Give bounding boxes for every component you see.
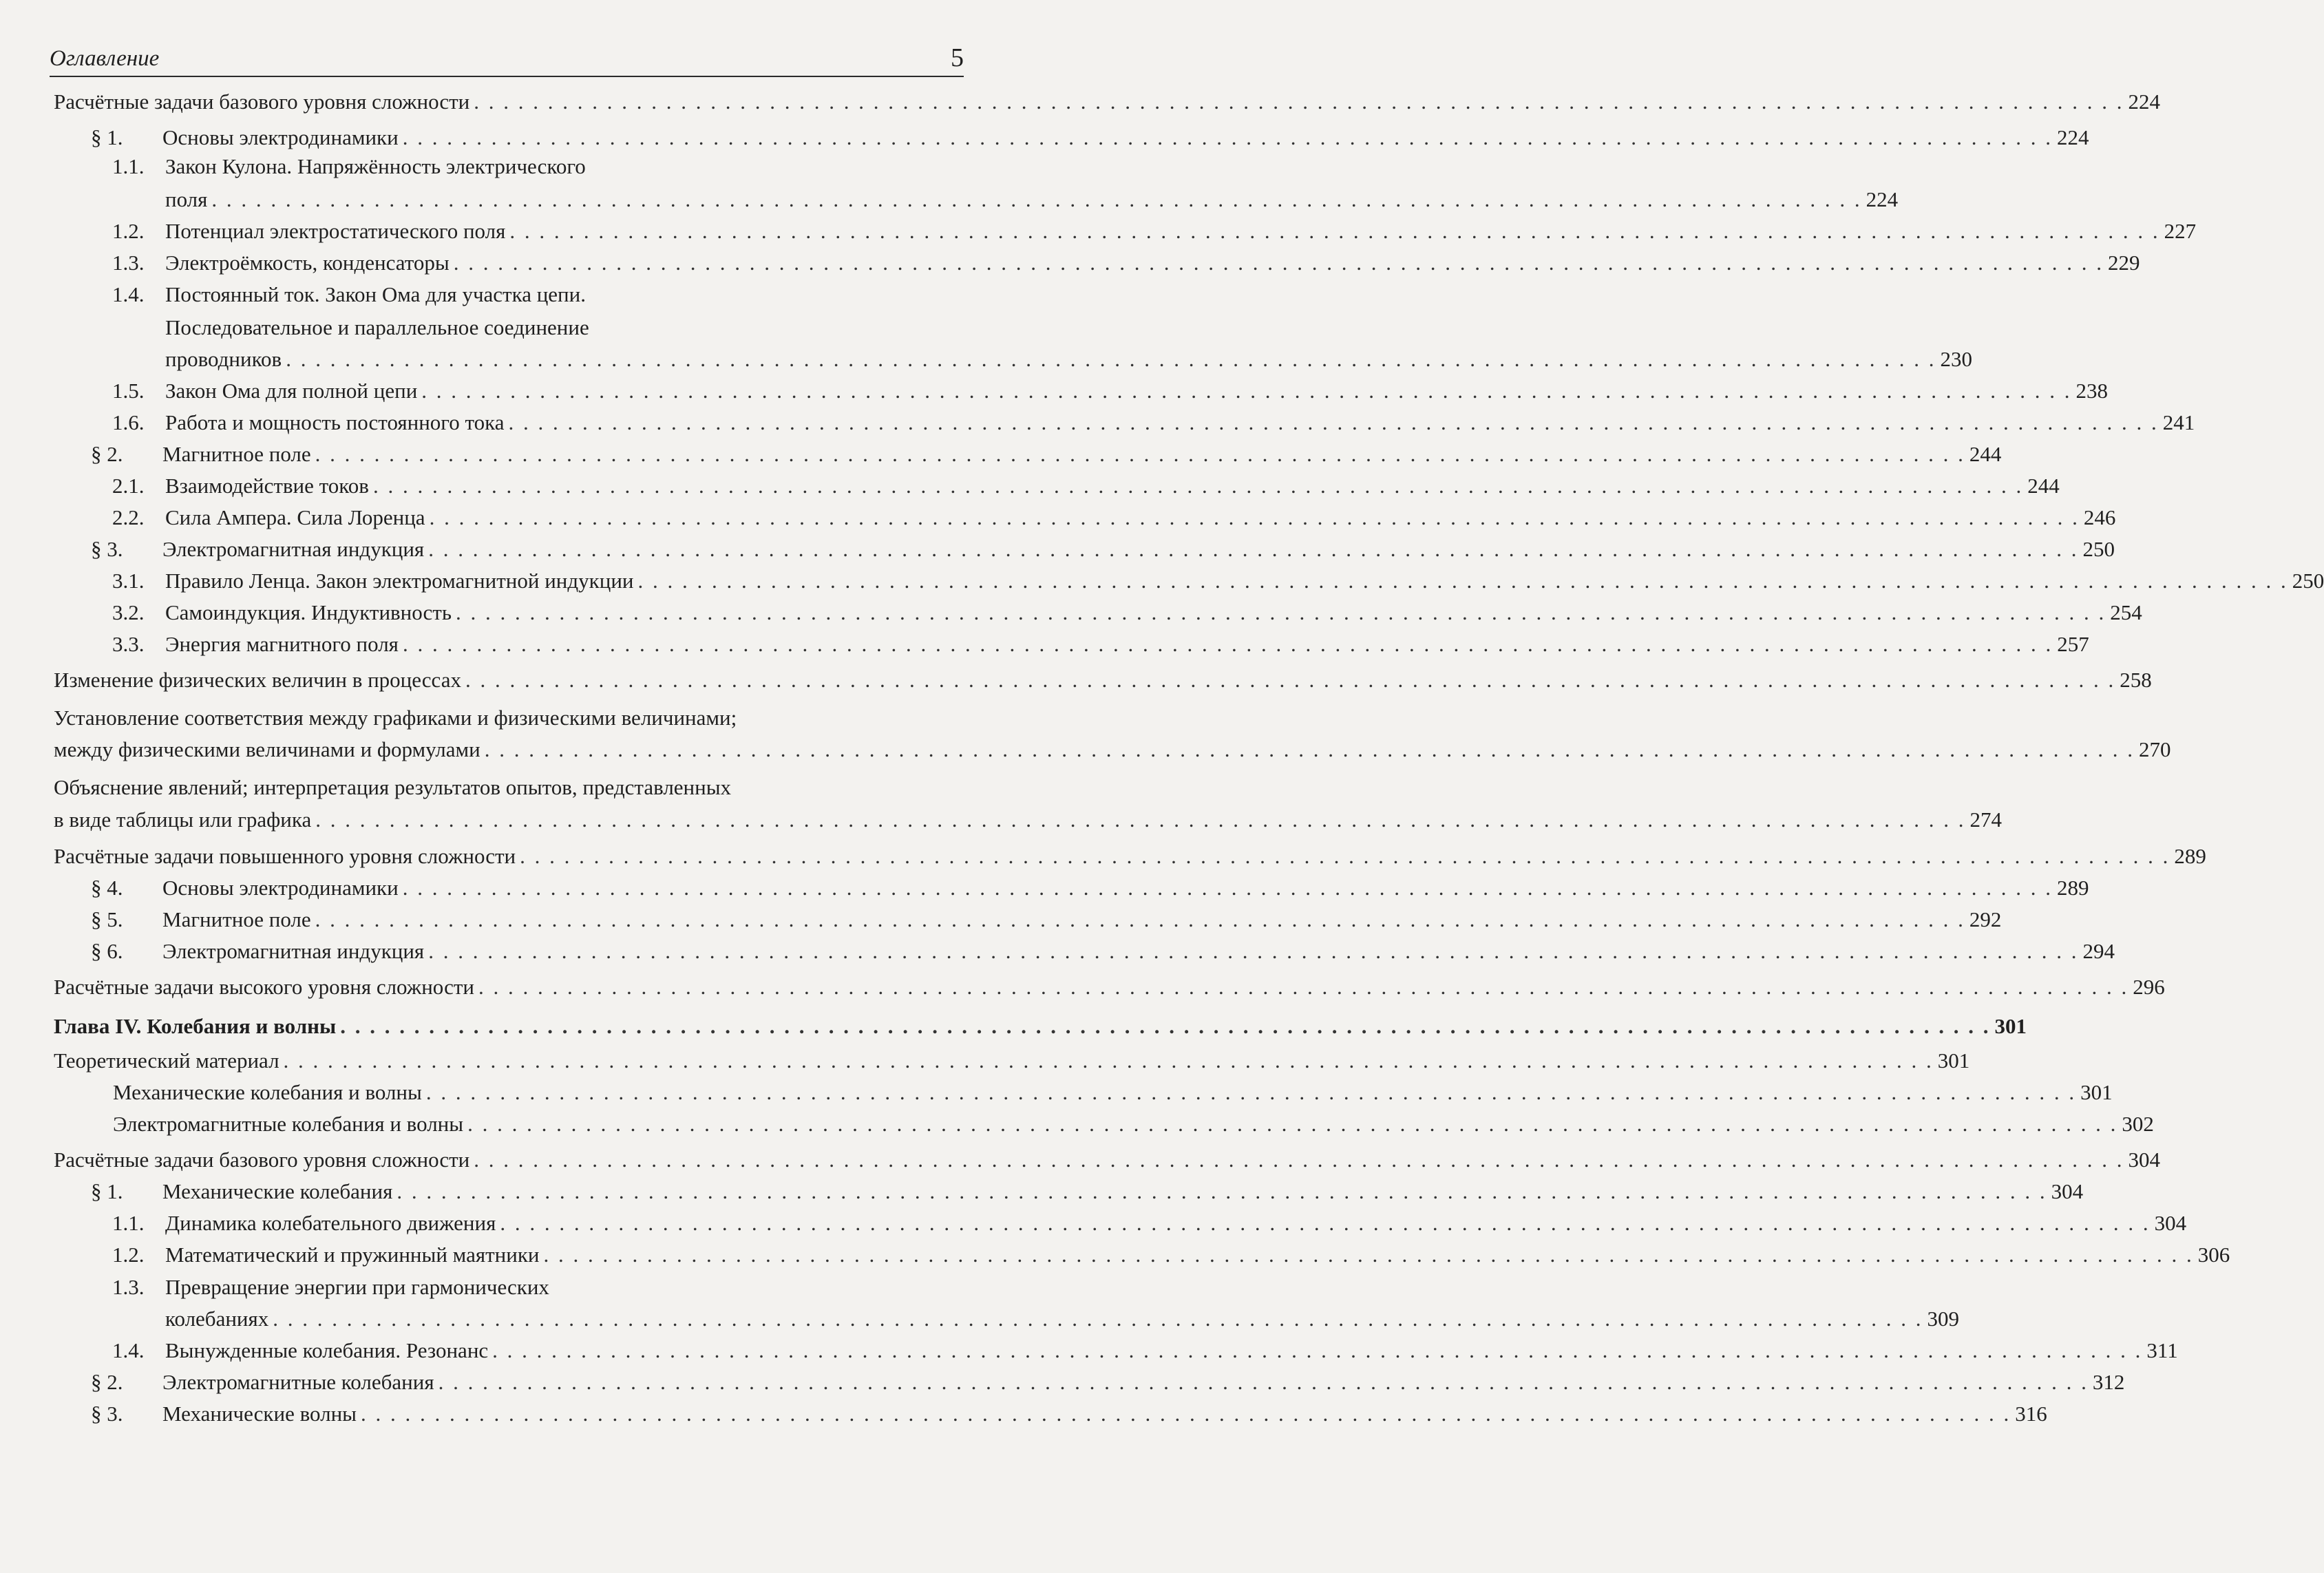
toc-entry [54, 1369, 2125, 1396]
toc-entry-page: 250 [2082, 537, 2115, 561]
dot-leader: . . . . . . . . . . . . . . . . . . . . . . . . . . . . . . . . . . . . . . . . . . . . . . . . . . . . . . . . . . . . . . . . . . . . . . . . . . . . . . . . . . . . . . . . . . . . . . . . . . . . . . . . . . . . . . . . [465, 668, 2116, 692]
toc-entry-title: Расчётные задачи базового уровня сложности [54, 1148, 470, 1172]
toc-entry-page: 316 [2015, 1402, 2047, 1426]
toc-entry [54, 906, 2002, 933]
toc-entry [54, 631, 2089, 658]
toc-entry [54, 153, 966, 180]
toc-entry-title: Изменение физических величин в процессах [54, 668, 461, 692]
toc-entry-page: 309 [1927, 1307, 1960, 1331]
dot-leader: . . . . . . . . . . . . . . . . . . . . . . . . . . . . . . . . . . . . . . . . . . . . . . . . . . . . . . . . . . . . . . . . . . . . . . . . . . . . . . . . . . . . . . . . . . . . . . . . . . . . . . . . . . . . . . . . [425, 1080, 2077, 1104]
toc-entry-title: Закон Ома для полной цепи [165, 379, 418, 403]
toc-entry-number: § 2. [91, 1370, 123, 1394]
dot-leader: . . . . . . . . . . . . . . . . . . . . . . . . . . . . . . . . . . . . . . . . . . . . . . . . . . . . . . . . . . . . . . . . . . . . . . . . . . . . . . . . . . . . . . . . . . . . . . . . . . . . . . . . . . . . . . . . [402, 125, 2053, 149]
toc-entry-title: Правило Ленца. Закон электромагнитной индукции [165, 569, 634, 593]
dot-leader: . . . . . . . . . . . . . . . . . . . . . . . . . . . . . . . . . . . . . . . . . . . . . . . . . . . . . . . . . . . . . . . . . . . . . . . . . . . . . . . . . . . . . . . . . . . . . . . . . . . . . . . . . . . . . . . . [428, 939, 2079, 963]
toc-entry [54, 409, 2195, 436]
dot-leader: . . . . . . . . . . . . . . . . . . . . . . . . . . . . . . . . . . . . . . . . . . . . . . . . . . . . . . . . . . . . . . . . . . . . . . . . . . . . . . . . . . . . . . . . . . . . . . . . . . . . . . . . . . . . . . . . [520, 844, 2170, 868]
toc-entry [54, 599, 2142, 626]
toc-entry [54, 938, 2115, 965]
toc-entry-number: 1.3. [112, 251, 145, 275]
toc-entry-page: 227 [2164, 219, 2197, 243]
toc-entry-title: Расчётные задачи повышенного уровня сложности [54, 844, 516, 868]
toc-entry-number: 3.2. [112, 600, 145, 624]
dot-leader: . . . . . . . . . . . . . . . . . . . . . . . . . . . . . . . . . . . . . . . . . . . . . . . . . . . . . . . . . . . . . . . . . . . . . . . . . . . . . . . . . . . . . . . . . . . . . . . . . . . . . . . . . . . . . . . . [402, 632, 2053, 656]
toc-entry-page: 258 [2120, 668, 2152, 692]
toc-entry-page: 229 [2107, 251, 2140, 275]
toc-entry [54, 377, 2109, 405]
toc-entry-title: Теоретический материал [54, 1048, 279, 1073]
toc-entry-continuation [54, 806, 2002, 834]
toc-entry [54, 441, 2002, 468]
dot-leader: . . . . . . . . . . . . . . . . . . . . . . . . . . . . . . . . . . . . . . . . . . . . . . . . . . . . . . . . . . . . . . . . . . . . . . . . . . . . . . . . . . . . . . . . . . . . . . . . . . . . . . . . . . . . . . . . [500, 1211, 2151, 1235]
toc-entry [54, 504, 2116, 531]
dot-leader: . . . . . . . . . . . . . . . . . . . . . . . . . . . . . . . . . . . . . . . . . . . . . . . . . . . . . . . . . . . . . . . . . . . . . . . . . . . . . . . . . . . . . . . . . . . . . . . . . . . . . . . . . . . . . . . . [283, 1048, 1934, 1073]
toc-entry [54, 1178, 2084, 1205]
toc-entry-page: 304 [2051, 1179, 2084, 1203]
toc-entry-page: 294 [2082, 939, 2115, 963]
dot-leader: . . . . . . . . . . . . . . . . . . . . . . . . . . . . . . . . . . . . . . . . . . . . . . . . . . . . . . . . . . . . . . . . . . . . . . . . . . . . . . . . . . . . . . . . . . . . . . . . . . . . . . . . . . . . . . . . [492, 1338, 2143, 1362]
dot-leader: . . . . . . . . . . . . . . . . . . . . . . . . . . . . . . . . . . . . . . . . . . . . . . . . . . . . . . . . . . . . . . . . . . . . . . . . . . . . . . . . . . . . . . . . . . . . . . . . . . . . . . . . . . . . . . . . [456, 600, 2106, 624]
toc-entry-page: 254 [2110, 600, 2142, 624]
dot-leader: . . . . . . . . . . . . . . . . . . . . . . . . . . . . . . . . . . . . . . . . . . . . . . . . . . . . . . . . . . . . . . . . . . . . . . . . . . . . . . . . . . . . . . . . . . . . . . . . . . . . . . . . . . . . . . . . [397, 1179, 2047, 1203]
toc-entry-number: § 6. [91, 939, 123, 963]
toc-entry-number: 1.4. [112, 282, 145, 306]
toc-entry [54, 704, 966, 732]
toc-entry-page: 312 [2092, 1370, 2125, 1394]
toc-entry-continuation [54, 736, 2171, 763]
toc-entry-title: Электромагнитная индукция [162, 537, 425, 561]
toc-entry-page: 244 [1969, 442, 2002, 466]
toc-entry-title: Сила Ампера. Сила Лоренца [165, 505, 425, 529]
toc-entry [54, 124, 2089, 151]
toc-entry-title: Механические колебания и волны [113, 1080, 422, 1104]
toc-entry-number: 1.6. [112, 410, 145, 434]
toc-entry-number: § 3. [91, 1402, 123, 1426]
toc-entry-continuation [54, 346, 1972, 373]
toc-entry [54, 1110, 2154, 1138]
toc-entry-title: Последовательное и параллельное соединение [165, 315, 589, 339]
dot-leader: . . . . . . . . . . . . . . . . . . . . . . . . . . . . . . . . . . . . . . . . . . . . . . . . . . . . . . . . . . . . . . . . . . . . . . . . . . . . . . . . . . . . . . . . . . . . . . . . . . . . . . . . . . . . . . . . [315, 807, 1966, 832]
toc-entry [54, 666, 2152, 694]
toc-entry-page: 224 [2128, 89, 2161, 114]
dot-leader: . . . . . . . . . . . . . . . . . . . . . . . . . . . . . . . . . . . . . . . . . . . . . . . . . . . . . . . . . . . . . . . . . . . . . . . . . . . . . . . . . . . . . . . . . . . . . . . . . . . . . . . . . . . . . . . . [508, 410, 2159, 434]
toc-entry-title: Закон Кулона. Напряжённость электрического [165, 154, 586, 178]
toc-entry-page: 270 [2138, 737, 2171, 761]
toc-entry-page: 292 [1969, 907, 2002, 931]
toc-entry-page: 304 [2154, 1211, 2187, 1235]
toc-entry-title: Взаимодействие токов [165, 474, 369, 498]
toc-entry-title: проводников [165, 347, 282, 371]
toc-entry [54, 1013, 2027, 1040]
toc-entry-title: Энергия магнитного поля [165, 632, 399, 656]
dot-leader: . . . . . . . . . . . . . . . . . . . . . . . . . . . . . . . . . . . . . . . . . . . . . . . . . . . . . . . . . . . . . . . . . . . . . . . . . . . . . . . . . . . . . . . . . . . . . . . . . . . . . . . . . . . . . . . . [467, 1112, 2118, 1136]
dot-leader: . . . . . . . . . . . . . . . . . . . . . . . . . . . . . . . . . . . . . . . . . . . . . . . . . . . . . . . . . . . . . . . . . . . . . . . . . . . . . . . . . . . . . . . . . . . . . . . . . . . . . . . . . . . . . . . . [509, 219, 2160, 243]
toc-entry-title: Основы электродинамики [162, 125, 399, 149]
toc-entry-number: 2.1. [112, 474, 145, 498]
toc-entry-number: 3.3. [112, 632, 145, 656]
toc-entry-title: Объяснение явлений; интерпретация результатов опытов, представленных [54, 775, 732, 799]
toc-entry-continuation [54, 1305, 1960, 1333]
dot-leader: . . . . . . . . . . . . . . . . . . . . . . . . . . . . . . . . . . . . . . . . . . . . . . . . . . . . . . . . . . . . . . . . . . . . . . . . . . . . . . . . . . . . . . . . . . . . . . . . . . . . . . . . . . . . . . . . [211, 187, 1862, 211]
toc-entry [54, 218, 2197, 245]
toc-entry-page: 296 [2133, 975, 2165, 999]
page-number: 5 [951, 43, 964, 72]
toc-entry-number: 2.2. [112, 505, 145, 529]
toc-entry-page: 224 [1866, 187, 1899, 211]
dot-leader: . . . . . . . . . . . . . . . . . . . . . . . . . . . . . . . . . . . . . . . . . . . . . . . . . . . . . . . . . . . . . . . . . . . . . . . . . . . . . . . . . . . . . . . . . . . . . . . . . . . . . . . . . . . . . . . . [428, 537, 2079, 561]
toc-entry-continuation [54, 186, 1899, 213]
toc-entry [54, 1210, 2187, 1237]
toc-entry-page: 289 [2174, 844, 2206, 868]
toc-entry-title: Электромагнитные колебания [162, 1370, 434, 1394]
dot-leader: . . . . . . . . . . . . . . . . . . . . . . . . . . . . . . . . . . . . . . . . . . . . . . . . . . . . . . . . . . . . . . . . . . . . . . . . . . . . . . . . . . . . . . . . . . . . . . . . . . . . . . . . . . . . . . . . [478, 975, 2129, 999]
toc-entry-page: 301 [1994, 1014, 2027, 1038]
dot-leader: . . . . . . . . . . . . . . . . . . . . . . . . . . . . . . . . . . . . . . . . . . . . . . . . . . . . . . . . . . . . . . . . . . . . . . . . . . . . . . . . . . . . . . . . . . . . . . . . . . . . . . . . . . . . . . . . [286, 347, 1936, 371]
dot-leader: . . . . . . . . . . . . . . . . . . . . . . . . . . . . . . . . . . . . . . . . . . . . . . . . . . . . . . . . . . . . . . . . . . . . . . . . . . . . . . . . . . . . . . . . . . . . . . . . . . . . . . . . . . . . . . . . [637, 569, 2288, 593]
dot-leader: . . . . . . . . . . . . . . . . . . . . . . . . . . . . . . . . . . . . . . . . . . . . . . . . . . . . . . . . . . . . . . . . . . . . . . . . . . . . . . . . . . . . . . . . . . . . . . . . . . . . . . . . . . . . . . . . [474, 1148, 2124, 1172]
toc-entry-page: 301 [1937, 1048, 1970, 1073]
toc-entry [54, 472, 2060, 500]
toc-entry [54, 1079, 2113, 1106]
toc-entry-number: § 1. [91, 125, 123, 149]
toc-entry [54, 1047, 1970, 1075]
toc-entry-title: Магнитное поле [162, 907, 311, 931]
dot-leader: . . . . . . . . . . . . . . . . . . . . . . . . . . . . . . . . . . . . . . . . . . . . . . . . . . . . . . . . . . . . . . . . . . . . . . . . . . . . . . . . . . . . . . . . . . . . . . . . . . . . . . . . . . . . . . . . [273, 1307, 1923, 1331]
toc-entry [54, 843, 2206, 870]
toc-entry-title: Основы электродинамики [162, 876, 399, 900]
toc-entry-title: Магнитное поле [162, 442, 311, 466]
toc-entry-title: колебаниях [165, 1307, 269, 1331]
toc-entry-number: 1.3. [112, 1275, 145, 1299]
toc-entry-title: Математический и пружинный маятники [165, 1243, 540, 1267]
toc-entry [54, 1241, 2230, 1269]
dot-leader: . . . . . . . . . . . . . . . . . . . . . . . . . . . . . . . . . . . . . . . . . . . . . . . . . . . . . . . . . . . . . . . . . . . . . . . . . . . . . . . . . . . . . . . . . . . . . . . . . . . . . . . . . . . . . . . . [402, 876, 2053, 900]
toc-entry-title: Механические колебания [162, 1179, 393, 1203]
toc-entry-number: 1.2. [112, 1243, 145, 1267]
toc-entry-page: 224 [2056, 125, 2089, 149]
dot-leader: . . . . . . . . . . . . . . . . . . . . . . . . . . . . . . . . . . . . . . . . . . . . . . . . . . . . . . . . . . . . . . . . . . . . . . . . . . . . . . . . . . . . . . . . . . . . . . . . . . . . . . . . . . . . . . . . [453, 251, 2104, 275]
dot-leader: . . . . . . . . . . . . . . . . . . . . . . . . . . . . . . . . . . . . . . . . . . . . . . . . . . . . . . . . . . . . . . . . . . . . . . . . . . . . . . . . . . . . . . . . . . . . . . . . . . . . . . . . . . . . . . . . [484, 737, 2135, 761]
dot-leader: . . . . . . . . . . . . . . . . . . . . . . . . . . . . . . . . . . . . . . . . . . . . . . . . . . . . . . . . . . . . . . . . . . . . . . . . . . . . . . . . . . . . . . . . . . . . . . . . . . . . . . . . . . . . . . . . [372, 474, 2024, 498]
toc-entry-page: 244 [2027, 474, 2060, 498]
toc-entry-title: Вынужденные колебания. Резонанс [165, 1338, 489, 1362]
toc-entry [54, 874, 2089, 902]
toc-entry-title: Установление соответствия между графиками и физическими величинами; [54, 706, 737, 730]
toc-entry-number: 1.1. [112, 154, 145, 178]
toc-entry [54, 1337, 2178, 1364]
toc-entry-page: 274 [1969, 807, 2002, 832]
toc-entry [54, 973, 2165, 1001]
toc-entry-title: Электромагнитные колебания и волны [113, 1112, 464, 1136]
toc-entry-number: 1.1. [112, 1211, 145, 1235]
toc-entry [54, 1274, 966, 1301]
toc-entry [54, 774, 966, 801]
toc-entry-title: Самоиндукция. Индуктивность [165, 600, 452, 624]
toc-entry-title: Механические волны [162, 1402, 357, 1426]
toc-entry-continuation [54, 314, 966, 341]
dot-leader: . . . . . . . . . . . . . . . . . . . . . . . . . . . . . . . . . . . . . . . . . . . . . . . . . . . . . . . . . . . . . . . . . . . . . . . . . . . . . . . . . . . . . . . . . . . . . . . . . . . . . . . . . . . . . . . . [315, 907, 1965, 931]
dot-leader: . . . . . . . . . . . . . . . . . . . . . . . . . . . . . . . . . . . . . . . . . . . . . . . . . . . . . . . . . . . . . . . . . . . . . . . . . . . . . . . . . . . . . . . . . . . . . . . . . . . . . . . . . . . . . . . . [429, 505, 2080, 529]
toc-entry-title: Работа и мощность постоянного тока [165, 410, 505, 434]
toc-entry [54, 249, 2140, 277]
toc-entry-number: § 1. [91, 1179, 123, 1203]
toc-entry-number: § 3. [91, 537, 123, 561]
toc-entry-number: § 5. [91, 907, 123, 931]
dot-leader: . . . . . . . . . . . . . . . . . . . . . . . . . . . . . . . . . . . . . . . . . . . . . . . . . . . . . . . . . . . . . . . . . . . . . . . . . . . . . . . . . . . . . . . . . . . . . . . . . . . . . . . . . . . . . . . . [421, 379, 2072, 403]
toc-entry-page: 238 [2075, 379, 2109, 403]
toc-entry-number: § 2. [91, 442, 123, 466]
toc-entry [54, 88, 2161, 116]
toc-entry [54, 536, 2115, 563]
toc-entry-title: Потенциал электростатического поля [165, 219, 506, 243]
toc-entry-page: 306 [2197, 1243, 2230, 1267]
toc-entry [54, 281, 966, 308]
toc-entry-title: между физическими величинами и формулами [54, 737, 480, 761]
toc-entry-number: § 4. [91, 876, 123, 900]
toc-entry-page: 246 [2083, 505, 2116, 529]
toc-entry-title: Расчётные задачи базового уровня сложности [54, 89, 470, 114]
toc-entry [54, 567, 2324, 595]
toc-entry-number: 1.2. [112, 219, 145, 243]
toc-entry-number: 1.5. [112, 379, 145, 403]
toc-entry-page: 302 [2122, 1112, 2154, 1136]
toc-entry-page: 250 [2292, 569, 2324, 593]
toc-entry-page: 311 [2146, 1338, 2178, 1362]
toc-entry-title: в виде таблицы или графика [54, 807, 312, 832]
running-title: Оглавление [50, 46, 160, 71]
dot-leader: . . . . . . . . . . . . . . . . . . . . . . . . . . . . . . . . . . . . . . . . . . . . . . . . . . . . . . . . . . . . . . . . . . . . . . . . . . . . . . . . . . . . . . . . . . . . . . . . . . . . . . . . . . . . . . . . [340, 1014, 1991, 1038]
toc-entry [54, 1146, 2161, 1174]
toc-entry-page: 230 [1940, 347, 1972, 371]
toc-entry-title: Глава IV. Колебания и волны [54, 1014, 337, 1038]
toc-entry-number: 1.4. [112, 1338, 145, 1362]
dot-leader: . . . . . . . . . . . . . . . . . . . . . . . . . . . . . . . . . . . . . . . . . . . . . . . . . . . . . . . . . . . . . . . . . . . . . . . . . . . . . . . . . . . . . . . . . . . . . . . . . . . . . . . . . . . . . . . . [360, 1402, 2011, 1426]
toc-entry-number: 3.1. [112, 569, 145, 593]
toc-entry [54, 1400, 2047, 1428]
toc-entry-title: Электроёмкость, конденсаторы [165, 251, 450, 275]
toc-entry-title: Превращение энергии при гармонических [165, 1275, 549, 1299]
toc-entry-title: Электромагнитная индукция [162, 939, 425, 963]
toc-entry-title: Постоянный ток. Закон Ома для участка цепи. [165, 282, 586, 306]
page-header [50, 36, 964, 77]
dot-leader: . . . . . . . . . . . . . . . . . . . . . . . . . . . . . . . . . . . . . . . . . . . . . . . . . . . . . . . . . . . . . . . . . . . . . . . . . . . . . . . . . . . . . . . . . . . . . . . . . . . . . . . . . . . . . . . . [474, 89, 2124, 114]
toc-entry-page: 257 [2057, 632, 2089, 656]
toc-entry-title: Расчётные задачи высокого уровня сложности [54, 975, 474, 999]
toc-entry-page: 304 [2128, 1148, 2161, 1172]
dot-leader: . . . . . . . . . . . . . . . . . . . . . . . . . . . . . . . . . . . . . . . . . . . . . . . . . . . . . . . . . . . . . . . . . . . . . . . . . . . . . . . . . . . . . . . . . . . . . . . . . . . . . . . . . . . . . . . . [543, 1243, 2194, 1267]
toc-entry-title: поля [165, 187, 208, 211]
toc-entry-page: 301 [2080, 1080, 2113, 1104]
toc-entry-title: Динамика колебательного движения [165, 1211, 496, 1235]
toc-entry-page: 289 [2056, 876, 2089, 900]
dot-leader: . . . . . . . . . . . . . . . . . . . . . . . . . . . . . . . . . . . . . . . . . . . . . . . . . . . . . . . . . . . . . . . . . . . . . . . . . . . . . . . . . . . . . . . . . . . . . . . . . . . . . . . . . . . . . . . . [438, 1370, 2089, 1394]
toc-entry-page: 241 [2162, 410, 2195, 434]
dot-leader: . . . . . . . . . . . . . . . . . . . . . . . . . . . . . . . . . . . . . . . . . . . . . . . . . . . . . . . . . . . . . . . . . . . . . . . . . . . . . . . . . . . . . . . . . . . . . . . . . . . . . . . . . . . . . . . . [315, 442, 1965, 466]
